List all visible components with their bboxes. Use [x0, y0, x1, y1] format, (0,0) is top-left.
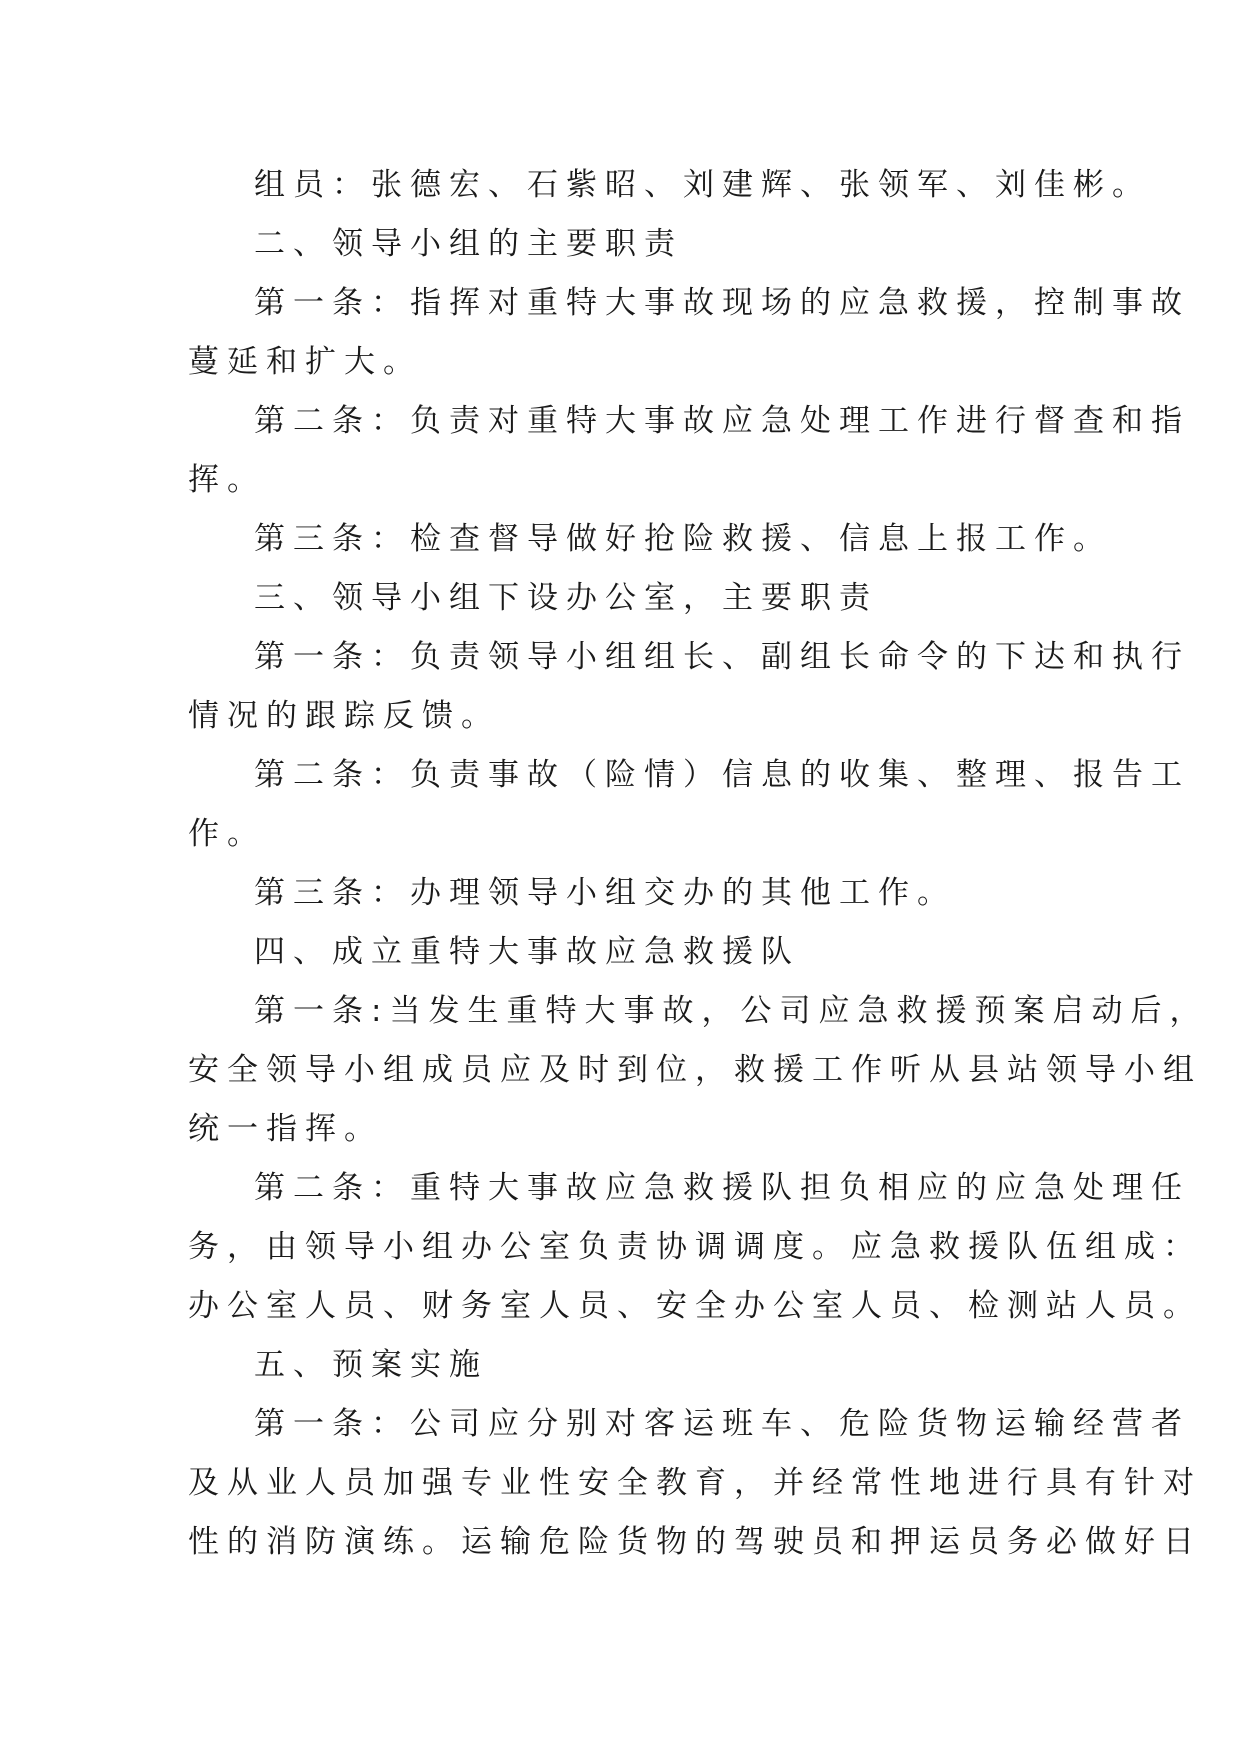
paragraph-line: 第一条：指挥对重特大事故现场的应急救援，控制事故: [254, 285, 1190, 321]
section-heading: 四、成立重特大事故应急救援队: [254, 934, 800, 970]
paragraph-line: 第一条:当发生重特大事故，公司应急救援预案启动后，: [254, 993, 1209, 1029]
paragraph-line: 第二条：负责事故（险情）信息的收集、整理、报告工: [254, 757, 1190, 793]
paragraph-line: 办公室人员、财务室人员、安全办公室人员、检测站人员。: [188, 1288, 1202, 1324]
paragraph-line: 组员：张德宏、石紫昭、刘建辉、张领军、刘佳彬。: [254, 167, 1151, 203]
paragraph-line: 及从业人员加强专业性安全教育，并经常性地进行具有针对: [188, 1465, 1202, 1501]
paragraph-line: 第一条：负责领导小组组长、副组长命令的下达和执行: [254, 639, 1190, 675]
paragraph-line: 务，由领导小组办公室负责协调调度。应急救援队伍组成：: [188, 1229, 1202, 1265]
section-heading: 五、预案实施: [254, 1347, 488, 1383]
paragraph-line: 情况的跟踪反馈。: [188, 698, 500, 734]
paragraph-line: 第一条：公司应分别对客运班车、危险货物运输经营者: [254, 1406, 1190, 1442]
paragraph-line: 安全领导小组成员应及时到位，救援工作听从县站领导小组: [188, 1052, 1202, 1088]
paragraph-line: 第三条：检查督导做好抢险救援、信息上报工作。: [254, 521, 1112, 557]
paragraph-line: 性的消防演练。运输危险货物的驾驶员和押运员务必做好日: [188, 1524, 1202, 1560]
paragraph-line: 第二条：负责对重特大事故应急处理工作进行督查和指: [254, 403, 1190, 439]
paragraph-line: 作。: [188, 816, 266, 852]
paragraph-line: 统一指挥。: [188, 1111, 383, 1147]
paragraph-line: 挥。: [188, 462, 266, 498]
paragraph-line: 第二条：重特大事故应急救援队担负相应的应急处理任: [254, 1170, 1190, 1206]
document-body: [188, 156, 1209, 1572]
paragraph-line: 第三条：办理领导小组交办的其他工作。: [254, 875, 956, 911]
paragraph-line: 蔓延和扩大。: [188, 344, 422, 380]
section-heading: 三、领导小组下设办公室，主要职责: [254, 580, 878, 616]
section-heading: 二、领导小组的主要职责: [254, 226, 683, 262]
